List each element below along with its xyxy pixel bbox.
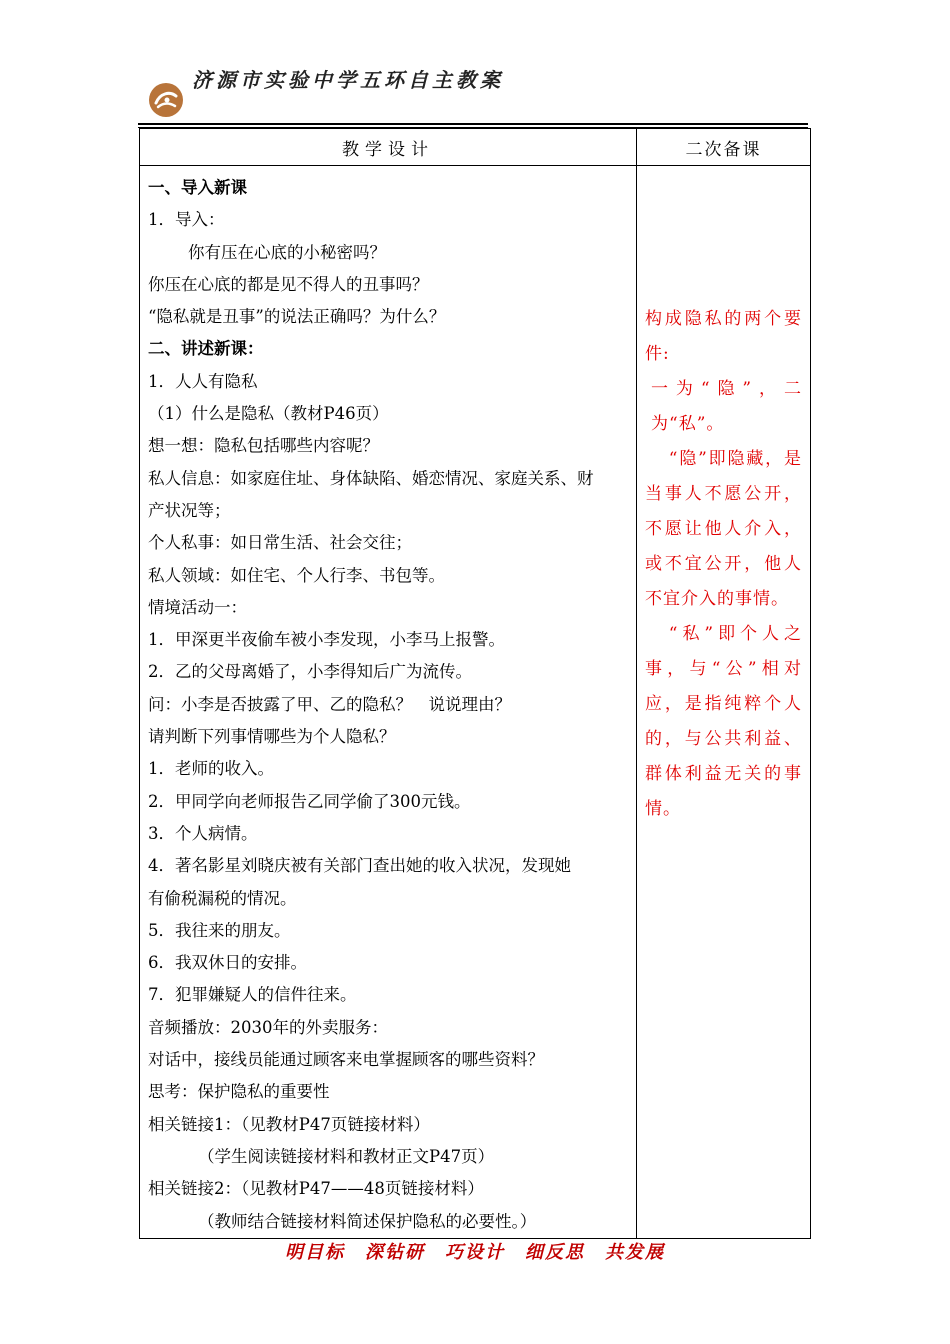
margin-note: “私”即个人之事，与“公”相对应，是指纯粹个人的，与公共利益、群体利益无关的事情。 [645, 624, 802, 819]
footer-motto: 明目标 深钻研 巧设计 细反思 共发展 [285, 1242, 665, 1263]
content-line: 1．人人有隐私 [148, 371, 258, 391]
content-line: 2．甲同学向老师报告乙同学偷了300元钱。 [148, 791, 471, 811]
content-line: 1．老师的收入。 [148, 759, 274, 779]
design-content [140, 166, 637, 1239]
header-divider [138, 123, 808, 125]
content-line: （教师结合链接材料简述保护隐私的必要性。） [198, 1211, 537, 1231]
margin-note: “隐”即隐藏，是当事人不愿公开，不愿让他人介入，或不宜公开，他人不宜介入的事情。 [645, 449, 802, 609]
content-line: 相关链接2：（见教材P47——48页链接材料） [148, 1179, 484, 1199]
content-line: “隐私就是丑事”的说法正确吗？为什么？ [148, 307, 446, 327]
content-line: 6．我双休日的安排。 [148, 953, 307, 973]
content-line: 5．我往来的朋友。 [148, 920, 291, 940]
school-title: 济源市实验中学五环自主教案 [192, 68, 504, 92]
column-header-design: 教学设计 [140, 129, 637, 166]
content-line: 你有压在心底的小秘密吗？ [188, 242, 386, 262]
section-heading: 一、导入新课 [148, 178, 247, 197]
content-line: 情境活动一： [148, 597, 247, 617]
margin-note: 一为“隐”，二为“私”。 [651, 379, 802, 434]
content-line: 个人私事：如日常生活、社会交往； [148, 533, 412, 553]
content-line: 对话中，接线员能通过顾客来电掌握顾客的哪些资料？ [148, 1050, 544, 1070]
content-line: （1）什么是隐私（教材P46页） [148, 404, 389, 424]
lesson-plan-table [139, 128, 811, 1239]
content-line: 产状况等； [148, 500, 231, 520]
content-line: 请判断下列事情哪些为个人隐私？ [148, 727, 396, 747]
content-line: 私人信息：如家庭住址、身体缺陷、婚恋情况、家庭关系、财 [148, 468, 594, 488]
second-prep-notes [637, 166, 811, 1239]
content-line: 4．著名影星刘晓庆被有关部门查出她的收入状况，发现她 [148, 856, 571, 876]
column-header-second-prep: 二次备课 [637, 129, 811, 166]
section-heading: 二、讲述新课： [148, 339, 264, 359]
content-line: 2．乙的父母离婚了，小李得知后广为流传。 [148, 662, 472, 682]
content-line: 7．犯罪嫌疑人的信件往来。 [148, 985, 357, 1005]
content-line: 私人领域：如住宅、个人行李、书包等。 [148, 565, 445, 585]
content-line: 3．个人病情。 [148, 823, 258, 843]
content-line: 你压在心底的都是见不得人的丑事吗？ [148, 274, 429, 294]
content-line: 有偷税漏税的情况。 [148, 888, 297, 908]
content-line: 1．甲深更半夜偷车被小李发现，小李马上报警。 [148, 630, 505, 650]
content-line: 1．导入： [148, 210, 225, 230]
content-line: 相关链接1：（见教材P47页链接材料） [148, 1114, 430, 1134]
content-line: 思考：保护隐私的重要性 [148, 1082, 330, 1102]
content-line: 问：小李是否披露了甲、乙的隐私？ 说说理由？ [148, 694, 511, 714]
school-logo-icon [148, 82, 184, 118]
content-line: （学生阅读链接材料和教材正文P47页） [198, 1146, 495, 1166]
content-line: 想一想：隐私包括哪些内容呢？ [148, 436, 379, 456]
content-line: 音频播放：2030年的外卖服务： [148, 1017, 388, 1037]
margin-note: 构成隐私的两个要件: [645, 309, 802, 364]
